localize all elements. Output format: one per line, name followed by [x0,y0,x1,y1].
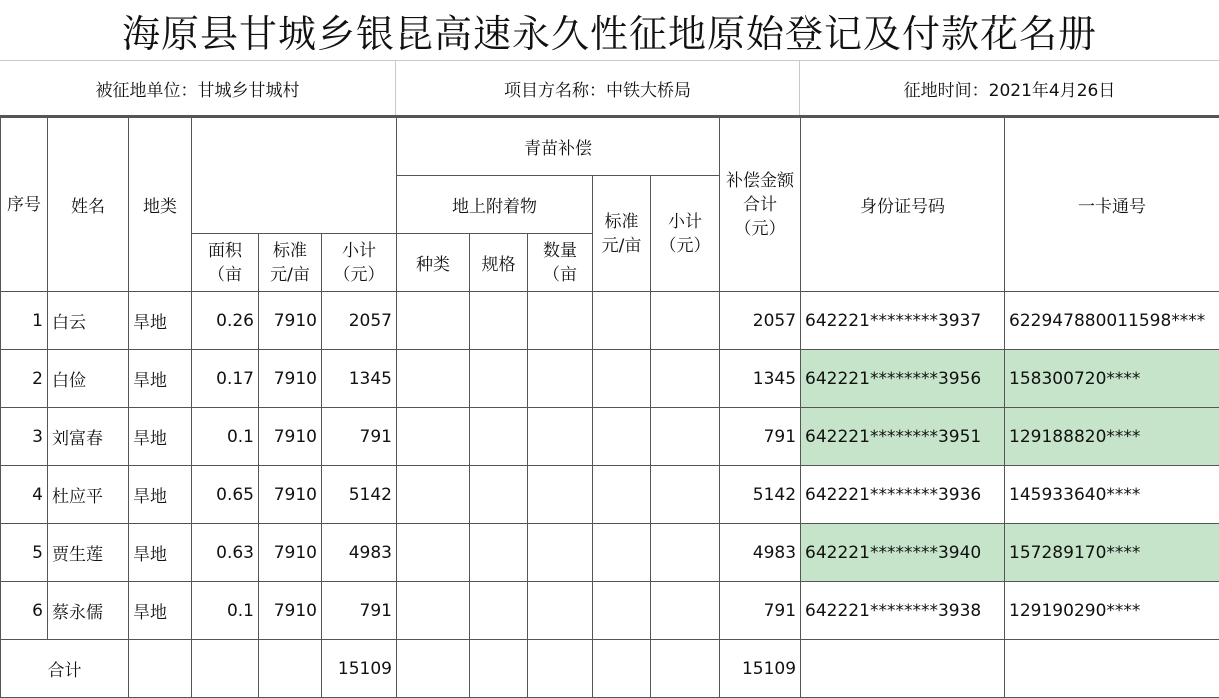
row-area[interactable]: 0.1 [192,582,259,640]
header-seedling-comp: 青苗补偿 [397,118,720,176]
row-total[interactable]: 4983 [720,524,801,582]
row-area[interactable]: 0.1 [192,408,259,466]
table-cell[interactable] [192,640,259,698]
row-quantity[interactable] [528,408,593,466]
row-subtotal2[interactable] [651,582,720,640]
row-kind[interactable] [397,292,470,350]
row-std-price[interactable]: 7910 [259,466,322,524]
row-total[interactable]: 2057 [720,292,801,350]
header-subtotal2: 小计（元） [651,176,720,292]
registration-table [0,117,1219,698]
row-subtotal2[interactable] [651,292,720,350]
row-std-price[interactable]: 7910 [259,408,322,466]
row-name[interactable]: 杜应平 [48,466,129,524]
row-land-type[interactable]: 旱地 [129,292,192,350]
row-land-type[interactable]: 旱地 [129,466,192,524]
row-kind[interactable] [397,582,470,640]
row-subtotal2[interactable] [651,408,720,466]
row-card-number[interactable]: 158300720**** [1005,350,1219,408]
row-subtotal[interactable]: 4983 [322,524,397,582]
row-subtotal[interactable]: 2057 [322,292,397,350]
footer-row [1,640,1219,698]
row-kind[interactable] [397,524,470,582]
row-subtotal[interactable]: 1345 [322,350,397,408]
row-land-type[interactable]: 旱地 [129,582,192,640]
table-cell[interactable] [801,640,1005,698]
row-subtotal2[interactable] [651,524,720,582]
row-name[interactable]: 刘富春 [48,408,129,466]
row-seq[interactable]: 4 [1,466,48,524]
header-name: 姓名 [48,118,129,292]
row-spec[interactable] [470,350,528,408]
row-std2[interactable] [593,524,651,582]
row-card-number[interactable]: 129188820**** [1005,408,1219,466]
row-kind[interactable] [397,408,470,466]
table-cell[interactable] [528,640,593,698]
table-row [1,466,1219,524]
header-kind: 种类 [397,234,470,292]
row-seq[interactable]: 3 [1,408,48,466]
row-seq[interactable]: 2 [1,350,48,408]
table-cell[interactable] [129,640,192,698]
table-row [1,524,1219,582]
header-land-type: 地类 [129,118,192,292]
row-id-number[interactable]: 642221********3938 [801,582,1005,640]
row-spec[interactable] [470,408,528,466]
header-id-no: 身份证号码 [801,118,1005,292]
row-std2[interactable] [593,408,651,466]
row-name[interactable]: 贾生莲 [48,524,129,582]
row-kind[interactable] [397,350,470,408]
header-spec: 规格 [470,234,528,292]
table-cell[interactable] [1005,640,1219,698]
table-cell[interactable] [593,640,651,698]
row-total[interactable]: 1345 [720,350,801,408]
row-std2[interactable] [593,466,651,524]
row-quantity[interactable] [528,466,593,524]
header-card-no: 一卡通号 [1005,118,1219,292]
row-spec[interactable] [470,524,528,582]
row-land-type[interactable]: 旱地 [129,350,192,408]
header-blank [192,118,397,234]
row-quantity[interactable] [528,350,593,408]
table-row [1,408,1219,466]
row-area[interactable]: 0.26 [192,292,259,350]
table-row [1,292,1219,350]
row-quantity[interactable] [528,524,593,582]
row-id-number[interactable]: 642221********3956 [801,350,1005,408]
acquisition-date-label: 征地时间：2021年4月26日 [800,61,1219,115]
row-total[interactable]: 791 [720,408,801,466]
footer-label: 合计 [1,640,129,698]
table-cell[interactable] [470,640,528,698]
row-id-number[interactable]: 642221********3940 [801,524,1005,582]
row-std2[interactable] [593,582,651,640]
project-name-label: 项目方名称：中铁大桥局 [396,61,800,115]
table-row [1,582,1219,640]
table-cell[interactable] [651,640,720,698]
row-spec[interactable] [470,292,528,350]
row-spec[interactable] [470,582,528,640]
row-card-number[interactable]: 157289170**** [1005,524,1219,582]
row-total[interactable]: 5142 [720,466,801,524]
row-area[interactable]: 0.65 [192,466,259,524]
row-quantity[interactable] [528,582,593,640]
row-std-price[interactable]: 7910 [259,524,322,582]
table-cell[interactable] [259,640,322,698]
row-spec[interactable] [470,466,528,524]
row-seq[interactable]: 1 [1,292,48,350]
row-land-type[interactable]: 旱地 [129,524,192,582]
row-area[interactable]: 0.17 [192,350,259,408]
row-id-number[interactable]: 642221********3951 [801,408,1005,466]
table-row [1,350,1219,408]
row-seq[interactable]: 5 [1,524,48,582]
row-card-number[interactable]: 622947880011598**** [1005,292,1219,350]
row-card-number[interactable]: 145933640**** [1005,466,1219,524]
data-rows [1,292,1219,640]
header-row-1 [1,118,1219,176]
footer-subtotal[interactable]: 15109 [322,640,397,698]
header-quantity: 数量（亩 [528,234,593,292]
sheet-title: 海原县甘城乡银昆高速永久性征地原始登记及付款花名册 [0,0,1219,61]
land-unit-label: 被征地单位：甘城乡甘城村 [0,61,396,115]
header-area: 面积（亩 [192,234,259,292]
footer-total[interactable]: 15109 [720,640,801,698]
row-total[interactable]: 791 [720,582,801,640]
row-subtotal[interactable]: 791 [322,582,397,640]
row-subtotal[interactable]: 791 [322,408,397,466]
row-subtotal2[interactable] [651,350,720,408]
row-subtotal2[interactable] [651,466,720,524]
row-std2[interactable] [593,350,651,408]
row-land-type[interactable]: 旱地 [129,408,192,466]
table-cell[interactable] [397,640,470,698]
row-seq[interactable]: 6 [1,582,48,640]
header-seq: 序号 [1,118,48,292]
info-bar [0,61,1219,117]
header-subtotal: 小计（元） [322,234,397,292]
header-std2: 标准元/亩 [593,176,651,292]
header-std-price: 标准元/亩 [259,234,322,292]
row-std2[interactable] [593,292,651,350]
row-kind[interactable] [397,466,470,524]
row-std-price[interactable]: 7910 [259,350,322,408]
row-std-price[interactable]: 7910 [259,582,322,640]
header-attachments: 地上附着物 [397,176,593,234]
header-total-comp: 补偿金额合计（元） [720,118,801,292]
row-id-number[interactable]: 642221********3937 [801,292,1005,350]
row-card-number[interactable]: 129190290**** [1005,582,1219,640]
row-id-number[interactable]: 642221********3936 [801,466,1005,524]
row-area[interactable]: 0.63 [192,524,259,582]
row-std-price[interactable]: 7910 [259,292,322,350]
row-name[interactable]: 白云 [48,292,129,350]
row-name[interactable]: 蔡永儒 [48,582,129,640]
row-quantity[interactable] [528,292,593,350]
row-subtotal[interactable]: 5142 [322,466,397,524]
row-name[interactable]: 白俭 [48,350,129,408]
